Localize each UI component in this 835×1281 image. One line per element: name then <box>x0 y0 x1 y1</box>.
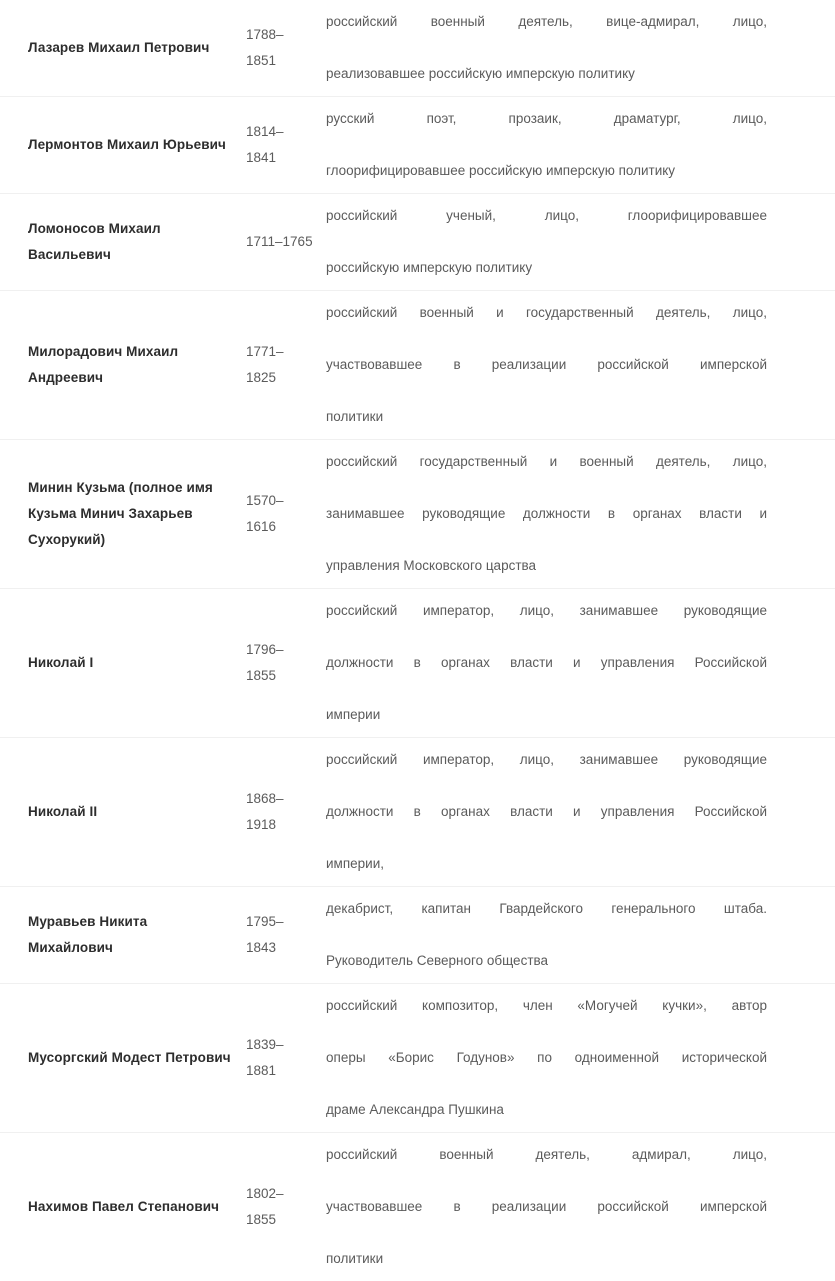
years-line-2: 1855 <box>246 668 276 683</box>
years-line-2: 1851 <box>246 53 276 68</box>
person-description-cell <box>324 291 835 440</box>
description-line: русский поэт, прозаик, драматург, лицо, <box>326 106 767 158</box>
description-line: российскую имперскую политику <box>326 255 767 281</box>
person-years-cell <box>240 97 324 194</box>
years-line-2: 1918 <box>246 817 276 832</box>
description-line: политики <box>326 404 767 430</box>
description-line: реализовавшее российскую имперскую политику <box>326 61 767 87</box>
description-line: управления Московского царства <box>326 553 767 579</box>
description-line: российский император, лицо, занимавшее руководящие <box>326 598 767 650</box>
years-line-2: 1855 <box>246 1212 276 1227</box>
table-row <box>0 194 835 291</box>
table-row <box>0 887 835 984</box>
description-line: российский военный и государственный деятель, лицо, <box>326 300 767 352</box>
years-line-2: 1881 <box>246 1063 276 1078</box>
description-line: российский государственный и военный деятель, лицо, <box>326 449 767 501</box>
years-line-1: 1814– <box>246 124 284 139</box>
person-years-cell <box>240 291 324 440</box>
person-description-cell <box>324 984 835 1133</box>
person-years-cell: 1711–1765 <box>240 194 324 291</box>
years-line-1: 1795– <box>246 914 284 929</box>
description-line: империи, <box>326 851 767 877</box>
person-name-cell: Муравьев Никита Михайлович <box>0 887 240 984</box>
table-row <box>0 97 835 194</box>
description-line: империи <box>326 702 767 728</box>
person-name-cell: Ломоносов Михаил Васильевич <box>0 194 240 291</box>
person-name-cell: Лермонтов Михаил Юрьевич <box>0 97 240 194</box>
description-line: российский ученый, лицо, глоорифицировавшее <box>326 203 767 255</box>
person-name-cell: Николай II <box>0 738 240 887</box>
description-line: должности в органах власти и управления Российской <box>326 650 767 702</box>
person-years-cell <box>240 589 324 738</box>
years-line-1: 1771– <box>246 344 284 359</box>
person-description-cell <box>324 738 835 887</box>
years-line-1: 1796– <box>246 642 284 657</box>
years-line-1: 1570– <box>246 493 284 508</box>
years-line-2: 1616 <box>246 519 276 534</box>
table-row <box>0 984 835 1133</box>
years-line-1: 1802– <box>246 1186 284 1201</box>
person-years-cell <box>240 1133 324 1281</box>
description-line: российский император, лицо, занимавшее руководящие <box>326 747 767 799</box>
years-line-1: 1839– <box>246 1037 284 1052</box>
person-description-cell <box>324 887 835 984</box>
table-row <box>0 0 835 97</box>
person-name-cell: Нахимов Павел Степанович <box>0 1133 240 1281</box>
person-years-cell <box>240 440 324 589</box>
table-row <box>0 291 835 440</box>
person-description-cell <box>324 194 835 291</box>
person-description-cell <box>324 97 835 194</box>
person-years-cell <box>240 738 324 887</box>
description-line: глоорифицировавшее российскую имперскую политику <box>326 158 767 184</box>
table-row <box>0 440 835 589</box>
person-name-cell: Лазарев Михаил Петрович <box>0 0 240 97</box>
person-description-cell <box>324 440 835 589</box>
description-line: должности в органах власти и управления Российской <box>326 799 767 851</box>
person-description-cell <box>324 0 835 97</box>
years-line-2: 1843 <box>246 940 276 955</box>
description-line: оперы «Борис Годунов» по одноименной исторической <box>326 1045 767 1097</box>
description-line: политики <box>326 1246 767 1272</box>
description-line: российский композитор, член «Могучей кучки», автор <box>326 993 767 1045</box>
person-name-cell: Милорадович Михаил Андреевич <box>0 291 240 440</box>
table-row <box>0 589 835 738</box>
description-line: российский военный деятель, вице-адмирал, лицо, <box>326 9 767 61</box>
person-name-cell: Минин Кузьма (полное имя Кузьма Минич Захарьев Сухорукий) <box>0 440 240 589</box>
years-line-2: 1825 <box>246 370 276 385</box>
description-line: драме Александра Пушкина <box>326 1097 767 1123</box>
description-line: участвовавшее в реализации российской имперской <box>326 1194 767 1246</box>
person-years-cell <box>240 984 324 1133</box>
table-row <box>0 738 835 887</box>
years-line-1: 1868– <box>246 791 284 806</box>
person-years-cell <box>240 0 324 97</box>
description-line: занимавшее руководящие должности в органах власти и <box>326 501 767 553</box>
person-name-cell: Николай I <box>0 589 240 738</box>
years-line-1: 1788– <box>246 27 284 42</box>
description-line: российский военный деятель, адмирал, лицо, <box>326 1142 767 1194</box>
person-description-cell <box>324 1133 835 1281</box>
description-line: участвовавшее в реализации российской имперской <box>326 352 767 404</box>
person-years-cell <box>240 887 324 984</box>
table-row <box>0 1133 835 1281</box>
years-line-2: 1841 <box>246 150 276 165</box>
description-line: Руководитель Северного общества <box>326 948 767 974</box>
description-line: декабрист, капитан Гвардейского генерального штаба. <box>326 896 767 948</box>
person-description-cell <box>324 589 835 738</box>
person-name-cell: Мусоргский Модест Петрович <box>0 984 240 1133</box>
